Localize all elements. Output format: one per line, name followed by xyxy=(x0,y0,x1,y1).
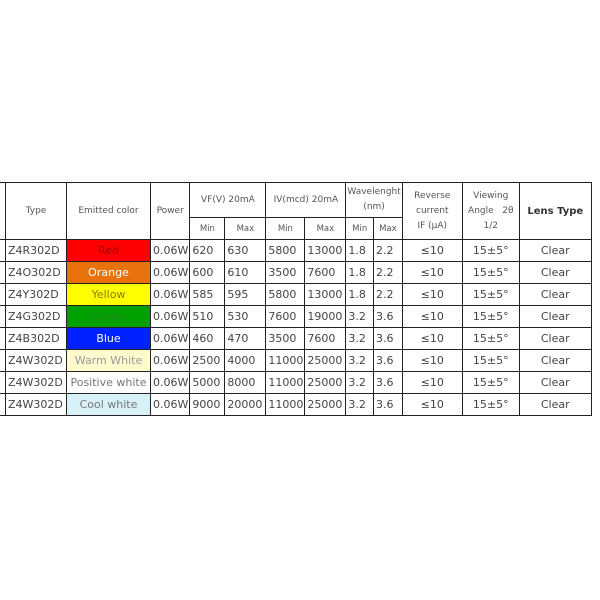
header-vf: VF(V) 20mA xyxy=(190,183,266,218)
cell-wl-min: 3.2 xyxy=(346,350,374,372)
header-reverse-line1: Reverse xyxy=(414,190,451,201)
cell-wl-min: 1.8 xyxy=(346,240,374,262)
cell-iv-min: 11000 xyxy=(266,394,305,416)
cell-iv-max: 7600 xyxy=(305,262,346,284)
cell-vf-max: 8000 xyxy=(225,372,266,394)
cell-reverse-current: ≤10 xyxy=(402,328,462,350)
cell-iv-max: 13000 xyxy=(305,240,346,262)
cell-iv-min: 11000 xyxy=(266,350,305,372)
header-reverse-line3: IF (μA) xyxy=(417,220,448,231)
header-vf-min: Min xyxy=(190,218,225,240)
cell-reverse-current: ≤10 xyxy=(402,262,462,284)
cell-type: Z4W302D xyxy=(6,372,67,394)
table-row xyxy=(0,240,591,262)
cell-vf-min: 9000 xyxy=(190,394,225,416)
header-wl-max: Max xyxy=(373,218,402,240)
header-viewing-line3: 1/2 xyxy=(483,220,498,231)
cell-vf-min: 2500 xyxy=(190,350,225,372)
cell-vf-min: 620 xyxy=(190,240,225,262)
cell-wl-max: 2.2 xyxy=(373,284,402,306)
cell-viewing-angle: 15±5° xyxy=(462,240,519,262)
cell-reverse-current: ≤10 xyxy=(402,240,462,262)
cell-emitted-color: Cool white xyxy=(67,394,151,416)
table-row xyxy=(0,394,591,416)
cell-vf-max: 4000 xyxy=(225,350,266,372)
header-wavelength-line2: (nm) xyxy=(363,202,385,212)
cell-emitted-color: Blue xyxy=(67,328,151,350)
cell-power: 0.06W xyxy=(151,372,190,394)
header-vf-max: Max xyxy=(225,218,266,240)
header-power: Power xyxy=(151,183,190,240)
cell-lens-type: Clear xyxy=(519,350,591,372)
cell-wl-max: 3.6 xyxy=(373,372,402,394)
cell-type: Z4W302D xyxy=(6,394,67,416)
cell-emitted-color: Yellow xyxy=(67,284,151,306)
cell-iv-min: 3500 xyxy=(266,328,305,350)
cell-iv-max: 25000 xyxy=(305,394,346,416)
cell-type: Z4W302D xyxy=(6,350,67,372)
header-wavelength-line1: Wavelenght xyxy=(347,187,401,197)
header-viewing-angle xyxy=(462,183,519,240)
cell-iv-min: 11000 xyxy=(266,372,305,394)
cell-type: Z4Y302D xyxy=(6,284,67,306)
cell-wl-min: 3.2 xyxy=(346,306,374,328)
cell-vf-max: 630 xyxy=(225,240,266,262)
cell-reverse-current: ≤10 xyxy=(402,350,462,372)
header-type: Type xyxy=(6,183,67,240)
cell-power: 0.06W xyxy=(151,328,190,350)
cell-viewing-angle: 15±5° xyxy=(462,262,519,284)
cell-vf-max: 610 xyxy=(225,262,266,284)
cell-wl-max: 3.6 xyxy=(373,350,402,372)
header-emitted-color: Emitted color xyxy=(67,183,151,240)
cell-wl-max: 2.2 xyxy=(373,262,402,284)
cell-lens-type: Clear xyxy=(519,394,591,416)
cell-emitted-color: Red xyxy=(67,240,151,262)
header-viewing-angle-text: Angle xyxy=(468,205,494,216)
cell-wl-max: 3.6 xyxy=(373,306,402,328)
header-reverse-line2: current xyxy=(416,205,449,216)
cell-vf-max: 530 xyxy=(225,306,266,328)
table-row xyxy=(0,350,591,372)
table-row xyxy=(0,262,591,284)
cell-wl-max: 2.2 xyxy=(373,240,402,262)
cell-lens-type: Clear xyxy=(519,328,591,350)
cell-reverse-current: ≤10 xyxy=(402,284,462,306)
cell-iv-min: 5800 xyxy=(266,240,305,262)
cell-wl-min: 3.2 xyxy=(346,394,374,416)
cell-viewing-angle: 15±5° xyxy=(462,372,519,394)
table-row xyxy=(0,328,591,350)
cell-wl-max: 3.6 xyxy=(373,328,402,350)
cell-wl-min: 1.8 xyxy=(346,284,374,306)
table-row xyxy=(0,306,591,328)
cell-viewing-angle: 15±5° xyxy=(462,284,519,306)
cell-type: Z4R302D xyxy=(6,240,67,262)
cell-vf-max: 470 xyxy=(225,328,266,350)
cell-emitted-color: Green xyxy=(67,306,151,328)
cell-type: Z4B302D xyxy=(6,328,67,350)
cell-power: 0.06W xyxy=(151,284,190,306)
cell-emitted-color: Orange xyxy=(67,262,151,284)
cell-lens-type: Clear xyxy=(519,284,591,306)
cell-reverse-current: ≤10 xyxy=(402,306,462,328)
header-viewing-theta: 2θ xyxy=(502,205,514,216)
cell-iv-max: 25000 xyxy=(305,350,346,372)
cell-lens-type: Clear xyxy=(519,240,591,262)
cell-viewing-angle: 15±5° xyxy=(462,350,519,372)
header-iv: IV(mcd) 20mA xyxy=(266,183,346,218)
led-spec-table xyxy=(0,182,592,416)
header-lens-type: Lens Type xyxy=(519,183,591,240)
cell-vf-min: 585 xyxy=(190,284,225,306)
cell-power: 0.06W xyxy=(151,394,190,416)
cell-vf-min: 600 xyxy=(190,262,225,284)
cell-vf-min: 5000 xyxy=(190,372,225,394)
cell-iv-max: 13000 xyxy=(305,284,346,306)
cell-power: 0.06W xyxy=(151,240,190,262)
cell-viewing-angle: 15±5° xyxy=(462,328,519,350)
cell-type: Z4O302D xyxy=(6,262,67,284)
cell-power: 0.06W xyxy=(151,306,190,328)
cell-vf-min: 510 xyxy=(190,306,225,328)
cell-iv-max: 7600 xyxy=(305,328,346,350)
table-row xyxy=(0,372,591,394)
cell-lens-type: Clear xyxy=(519,372,591,394)
cell-vf-max: 20000 xyxy=(225,394,266,416)
header-viewing-line2 xyxy=(464,204,518,219)
cell-iv-max: 25000 xyxy=(305,372,346,394)
cell-reverse-current: ≤10 xyxy=(402,372,462,394)
header-viewing-line1: Viewing xyxy=(473,190,509,201)
cell-wl-max: 3.6 xyxy=(373,394,402,416)
cell-wl-min: 3.2 xyxy=(346,372,374,394)
cell-emitted-color: Positive white xyxy=(67,372,151,394)
header-wavelength xyxy=(346,183,402,218)
header-iv-max: Max xyxy=(305,218,346,240)
cell-iv-min: 3500 xyxy=(266,262,305,284)
cell-wl-min: 3.2 xyxy=(346,328,374,350)
header-wl-min: Min xyxy=(346,218,374,240)
cell-iv-max: 19000 xyxy=(305,306,346,328)
cell-iv-min: 5800 xyxy=(266,284,305,306)
cell-reverse-current: ≤10 xyxy=(402,394,462,416)
header-reverse-current xyxy=(402,183,462,240)
table-row xyxy=(0,284,591,306)
header-iv-min: Min xyxy=(266,218,305,240)
cell-iv-min: 7600 xyxy=(266,306,305,328)
cell-power: 0.06W xyxy=(151,262,190,284)
cell-power: 0.06W xyxy=(151,350,190,372)
cell-vf-min: 460 xyxy=(190,328,225,350)
cell-viewing-angle: 15±5° xyxy=(462,394,519,416)
cell-viewing-angle: 15±5° xyxy=(462,306,519,328)
cell-lens-type: Clear xyxy=(519,306,591,328)
cell-lens-type: Clear xyxy=(519,262,591,284)
cell-emitted-color: Warm White xyxy=(67,350,151,372)
cell-wl-min: 1.8 xyxy=(346,262,374,284)
cell-type: Z4G302D xyxy=(6,306,67,328)
cell-vf-max: 595 xyxy=(225,284,266,306)
